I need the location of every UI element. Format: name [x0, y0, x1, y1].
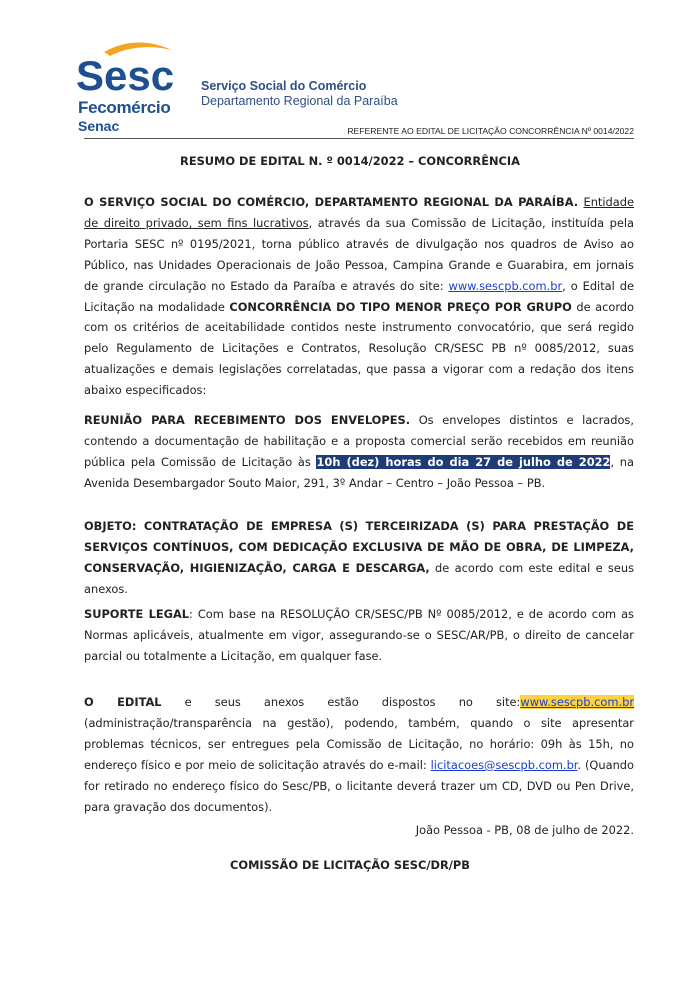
meeting-text-1: Os envelopes distintos e lacrados, contendo a documentação de habilitação e a proposta comercial serão recebidos em reunião pública pela Comissão de Licitação às	[84, 413, 634, 469]
intro-org-name: O SERVIÇO SOCIAL DO COMÉRCIO, DEPARTAMENTO REGIONAL DA PARAÍBA	[84, 195, 574, 209]
object-text: de acordo com este edital e seus anexos.	[84, 560, 634, 596]
sesc-logo	[76, 38, 180, 138]
intro-text-1: , através da sua Comissão de Licitação, instituída pela Portaria SESC nº 0195/2021, torna público através de divulgação nos quadros de Aviso ao Público, nas Unidades Operacionais de João Pessoa, Campina Grande e Guarabira, em jornais de grande circulação no Estado da Paraíba e através do site:	[84, 215, 634, 293]
legal-text: : Com base na RESOLUÇÃO CR/SESC/PB Nº 0085/2012, e de acordo com as Normas aplicáveis, atualmente em vigor, assegurando-se o SESC/AR/PB, o direito de cancelar parcial ou totalmente a Licitação, em qualquer fase.	[84, 607, 634, 663]
paragraph-intro	[84, 192, 634, 401]
edital-text-1: e seus anexos estão dispostos no site:	[161, 695, 521, 709]
sesc-logo-mark	[76, 38, 180, 100]
meeting-text-2: , na Avenida Desembargador Souto Maior, 291, 3º Andar – Centro – João Pessoa – PB.	[84, 454, 634, 490]
intro-text-2: , o Edital de Licitação na modalidade	[84, 278, 634, 314]
edital-heading: O EDITAL	[84, 695, 162, 709]
signature: COMISSÃO DE LICITAÇÃO SESC/DR/PB	[230, 858, 470, 872]
header-divider	[84, 138, 634, 139]
meeting-datetime-highlight: 10h (dez) horas do dia 27 de julho de 2022	[316, 454, 611, 469]
edital-text-2: (administração/transparência na gestão), podendo, também, quando o site apresentar problemas técnicos, ser entregues pela Comissão de Licitação, no horário: 09h às 15h, no endereço físico e por meio de solicitação através do e-mail:	[84, 715, 634, 772]
paragraph-legal	[84, 604, 634, 667]
paragraph-edital	[84, 692, 634, 817]
logo-fecomercio: Fecomércio	[78, 98, 171, 117]
paragraph-object	[84, 516, 634, 600]
legal-heading: SUPORTE LEGAL	[84, 607, 190, 621]
logo-word: Sesc	[76, 52, 175, 99]
meeting-heading: REUNIÃO PARA RECEBIMENTO DOS ENVELOPES.	[84, 413, 411, 427]
intro-dot: .	[573, 195, 584, 209]
intro-text-3: de acordo com os critérios de aceitabilidade contidos neste instrumento convocatório, que será regido pelo Regulamento de Licitações e Contratos, Resolução CR/SESC PB nº 0085/2012, suas atualizações e demais legislações correlatadas, que passa a vigorar com a redação dos itens abaixo especificados:	[84, 299, 634, 398]
site-link-highlighted[interactable]: www.sescpb.com.br	[520, 695, 634, 709]
paragraph-meeting	[84, 410, 634, 494]
edital-text-3: . (Quando for retirado no endereço físico do Sesc/PB, o licitante deverá trazer um CD, DVD ou Pen Drive, para gravação dos documentos).	[84, 757, 634, 814]
place-date: João Pessoa - PB, 08 de julho de 2022.	[415, 823, 634, 837]
org-line-1: Serviço Social do Comércio	[201, 79, 367, 93]
document-title: RESUMO DE EDITAL N. º 0014/2022 – CONCORRÊNCIA	[180, 154, 520, 168]
intro-entity-type: Entidade de direito privado, sem fins lucrativos	[84, 195, 634, 230]
email-link[interactable]: licitacoes@sescpb.com.br	[430, 757, 578, 772]
intro-modality: CONCORRÊNCIA DO TIPO MENOR PREÇO POR GRUPO	[229, 299, 572, 314]
org-line-2: Departamento Regional da Paraíba	[201, 94, 398, 108]
object-heading: OBJETO: CONTRATAÇÃO DE EMPRESA (S) TERCEIRIZADA (S) PARA PRESTAÇÃO DE SERVIÇOS CONTÍNUOS, COM DEDICAÇÃO EXCLUSIVA DE MÃO DE OBRA, DE LIMPEZA, CONSERVAÇÃO, HIGIENIZAÇÃO, CARGA E DESCARGA,	[84, 519, 634, 575]
site-link[interactable]: www.sescpb.com.br	[448, 278, 563, 293]
org-name	[201, 79, 398, 109]
edital-reference: REFERENTE AO EDITAL DE LICITAÇÃO CONCORRÊNCIA Nº 0014/2022	[347, 126, 634, 136]
logo-senac: Senac	[78, 118, 120, 134]
